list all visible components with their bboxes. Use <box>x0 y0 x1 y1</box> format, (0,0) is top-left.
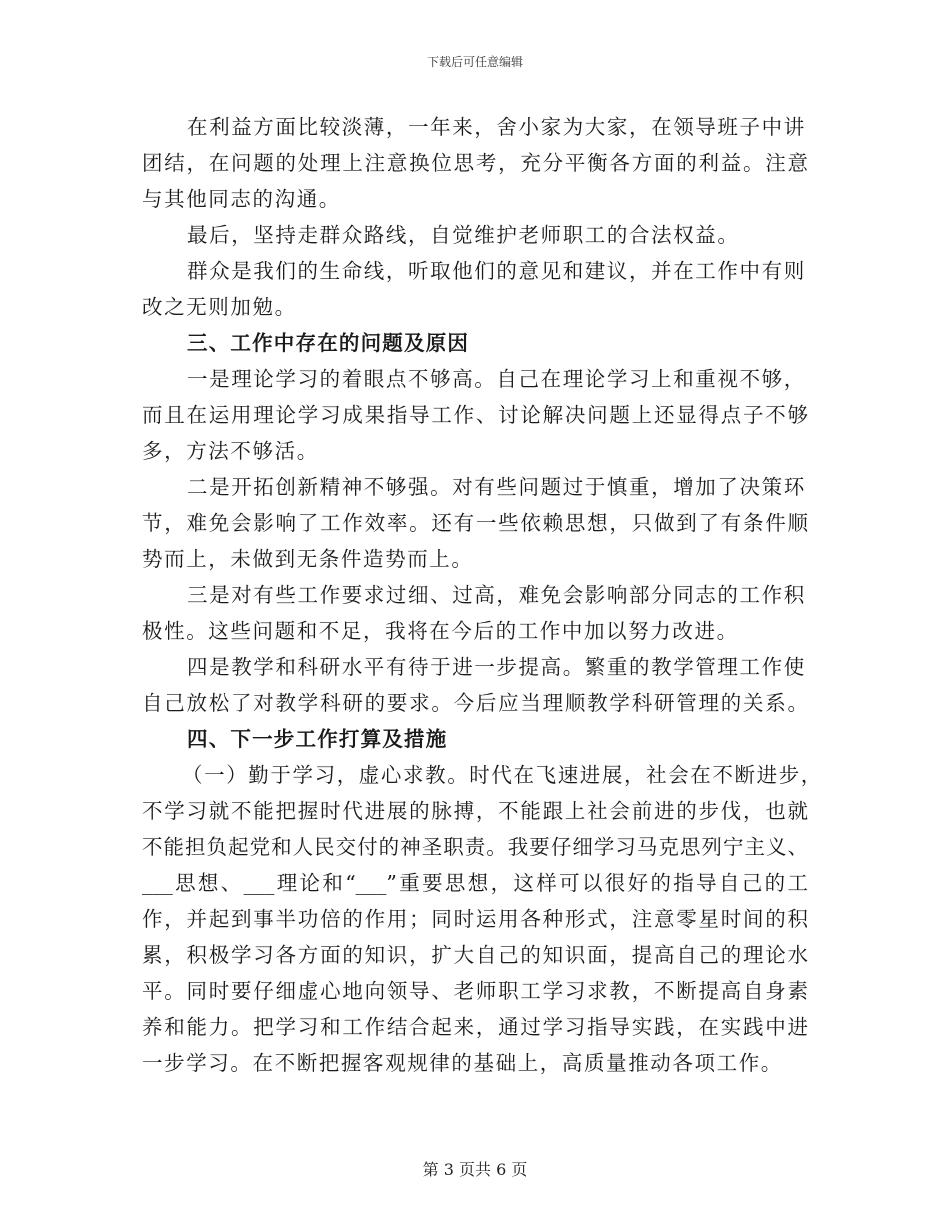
document-body <box>142 109 823 1081</box>
paragraph-line: 群众是我们的生命线，听取他们的意见和建议，并在工作中有则 <box>187 259 806 283</box>
paragraph-line: 改之无则加勉。 <box>142 295 297 319</box>
paragraph-line: 与其他同志的沟通。 <box>142 187 341 211</box>
paragraph-line: 而且在运用理论学习成果指导工作、讨论解决问题上还显得点子不够 <box>142 403 808 427</box>
paragraph-line: 节，难免会影响了工作效率。还有一些依赖思想，只做到了有条件顺 <box>142 511 808 535</box>
section-heading: 四、下一步工作打算及措施 <box>187 727 448 751</box>
page-header: 下载后可任意编辑 <box>426 55 523 69</box>
paragraph-line: 多，方法不够活。 <box>142 439 319 463</box>
paragraph-line: 累，积极学习各方面的知识，扩大自己的知识面，提高自己的理论水 <box>142 943 808 967</box>
paragraph-line: 四是教学和科研水平有待于进一步提高。繁重的教学管理工作使 <box>187 655 806 679</box>
paragraph-line: ___思想、___理论和“___”重要思想，这样可以很好的指导自己的工 <box>142 871 808 895</box>
paragraph-line: 三是对有些工作要求过细、过高，难免会影响部分同志的工作积 <box>187 583 806 607</box>
paragraph-line: 自己放松了对教学科研的要求。今后应当理顺教学科研管理的关系。 <box>142 691 808 715</box>
paragraph-line: 一是理论学习的着眼点不够高。自己在理论学习上和重视不够， <box>187 367 806 391</box>
paragraph-line: 作，并起到事半功倍的作用；同时运用各种形式，注意零星时间的积 <box>142 907 808 931</box>
section-heading: 三、工作中存在的问题及原因 <box>187 331 470 355</box>
page-footer: 第 3 页共 6 页 <box>422 1160 528 1179</box>
paragraph-line: （一）勤于学习，虚心求教。时代在飞速进展，社会在不断进步， <box>182 763 823 787</box>
paragraph-line: 极性。这些问题和不足，我将在今后的工作中加以努力改进。 <box>142 619 739 643</box>
paragraph-line: 最后，坚持走群众路线，自觉维护老师职工的合法权益。 <box>187 223 740 247</box>
paragraph-line: 不能担负起党和人民交付的神圣职责。我要仔细学习马克思列宁主义、 <box>142 835 808 859</box>
paragraph-line: 养和能力。把学习和工作结合起来，通过学习指导实践，在实践中进 <box>142 1015 808 1039</box>
paragraph-line: 二是开拓创新精神不够强。对有些问题过于慎重，增加了决策环 <box>187 475 806 499</box>
paragraph-line: 不学习就不能把握时代进展的脉搏，不能跟上社会前进的步伐，也就 <box>142 799 808 823</box>
paragraph-line: 势而上，未做到无条件造势而上。 <box>142 547 474 571</box>
paragraph-line: 平。同时要仔细虚心地向领导、老师职工学习求教，不断提高自身素 <box>142 979 808 1003</box>
paragraph-line: 在利益方面比较淡薄，一年来，舍小家为大家，在领导班子中讲 <box>187 115 806 139</box>
paragraph-line: 一步学习。在不断把握客观规律的基础上，高质量推动各项工作。 <box>142 1051 783 1075</box>
paragraph-line: 团结，在问题的处理上注意换位思考，充分平衡各方面的利益。注意 <box>142 151 808 175</box>
